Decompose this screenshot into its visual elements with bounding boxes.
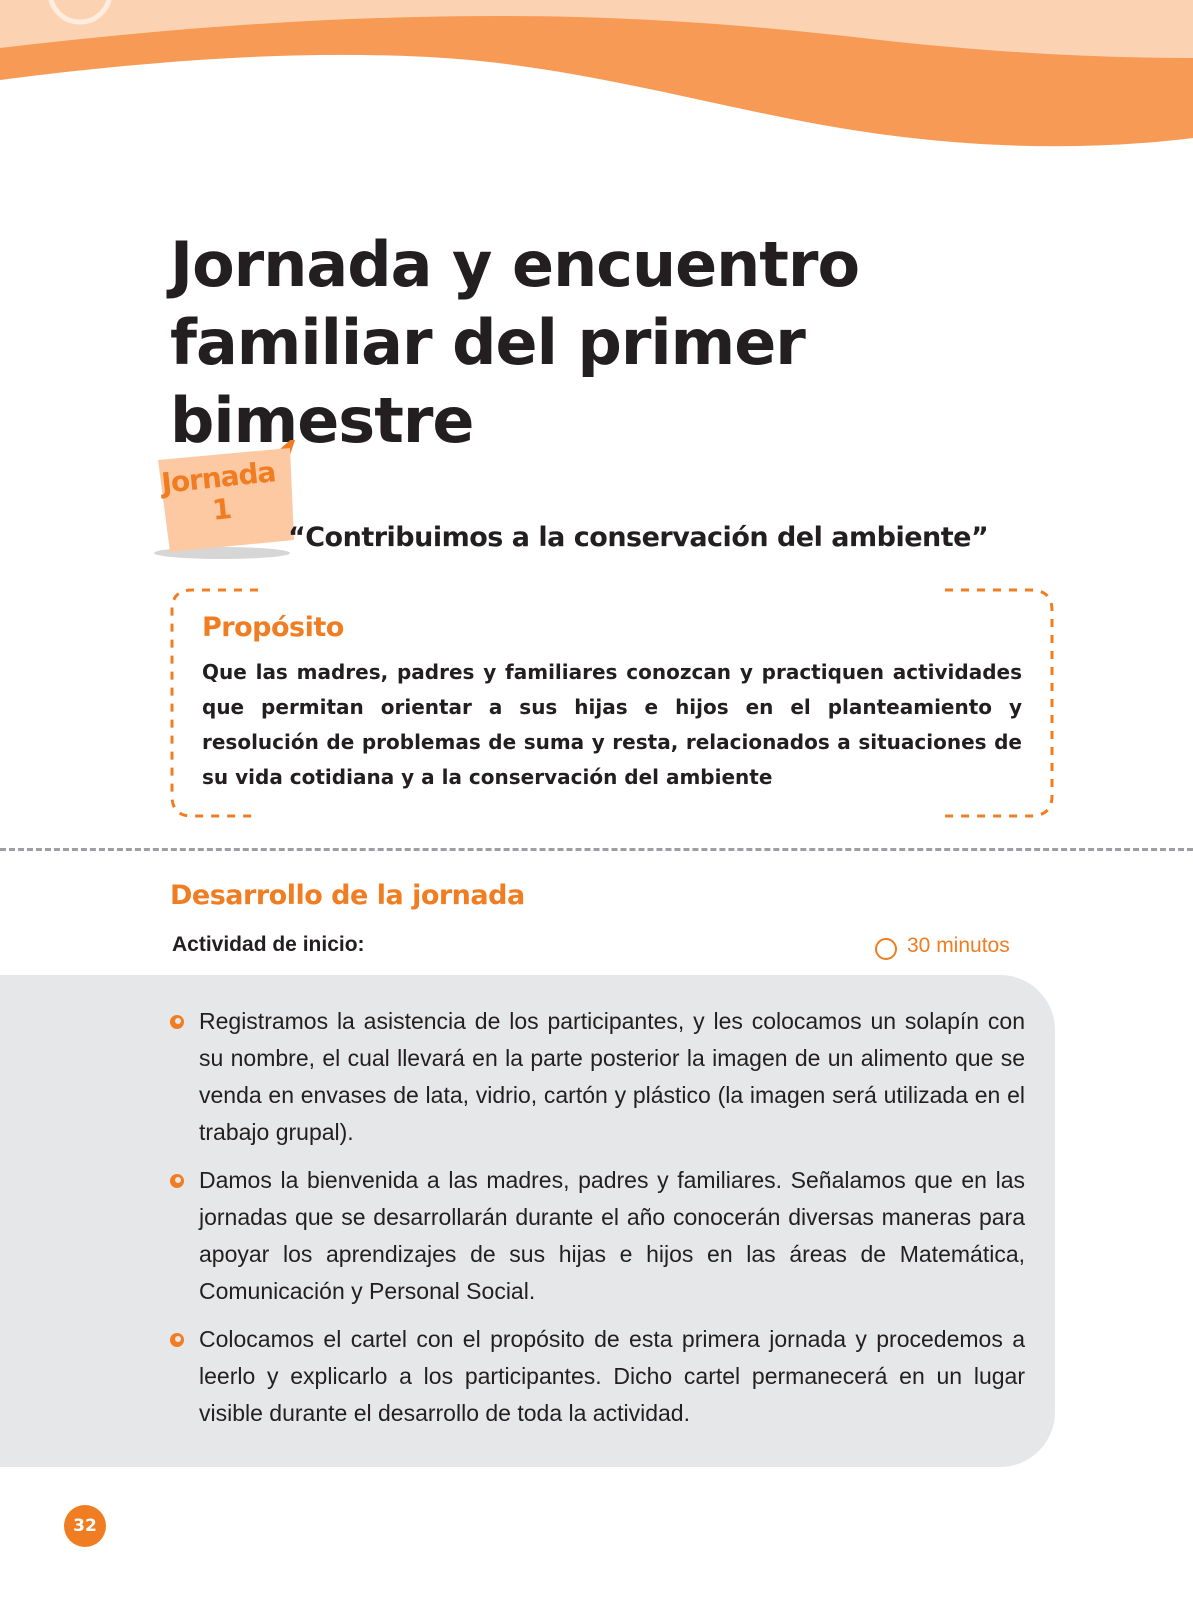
jornada-number: 1 <box>210 492 233 527</box>
bullet-icon <box>170 1333 184 1347</box>
list-item <box>170 1162 1025 1310</box>
page-number: 32 <box>64 1505 106 1547</box>
list-item-text: Colocamos el cartel con el propósito de esta primera jornada y procedemos a leerlo y explicarlo a los participantes. Dicho cartel permanecerá en un lugar visible durante el desarrollo de toda la actividad. <box>199 1326 1025 1426</box>
bullet-icon <box>170 1174 184 1188</box>
duration-text: 30 minutos <box>907 934 1010 957</box>
proposito-text: Que las madres, padres y familiares conozcan y practiquen actividades que permitan orientar a sus hijas e hijos en el planteamiento y resolución de problemas de suma y resta, relacionados a situaciones de su vida cotidiana y a la conservación del ambiente <box>202 660 1022 789</box>
list-item-text: Damos la bienvenida a las madres, padres y familiares. Señalamos que en las jornadas que se desarrollarán durante el año conocerán diversas maneras para apoyar los aprendizajes de sus hijas e hijos en las áreas de Matemática, Comunicación y Personal Social. <box>199 1167 1025 1304</box>
activity-list <box>170 1003 1025 1443</box>
jornada-badge-label <box>152 455 288 532</box>
list-item-text: Registramos la asistencia de los participantes, y les colocamos un solapín con su nombre, el cual llevará en la parte posterior la imagen de un alimento que se venda en envases de lata, vidrio, cartón y plástico (la imagen será utilizada en el trabajo grupal). <box>199 1008 1025 1145</box>
page-title: Jornada y encuentro familiar del primer bimestre <box>170 228 860 457</box>
clock-icon <box>875 938 897 960</box>
desarrollo-title: Desarrollo de la jornada <box>170 880 525 911</box>
list-item <box>170 1003 1025 1151</box>
activity-label: Actividad de inicio: <box>172 933 365 956</box>
duration-badge <box>875 931 1010 961</box>
jornada-subtitle: “Contribuimos a la conservación del ambiente” <box>288 522 989 553</box>
section-divider <box>0 848 1193 851</box>
jornada-label: Jornada <box>159 455 277 500</box>
proposito-title: Propósito <box>202 612 344 643</box>
list-item <box>170 1321 1025 1432</box>
bullet-icon <box>170 1015 184 1029</box>
header-wave-decoration <box>0 0 1193 160</box>
